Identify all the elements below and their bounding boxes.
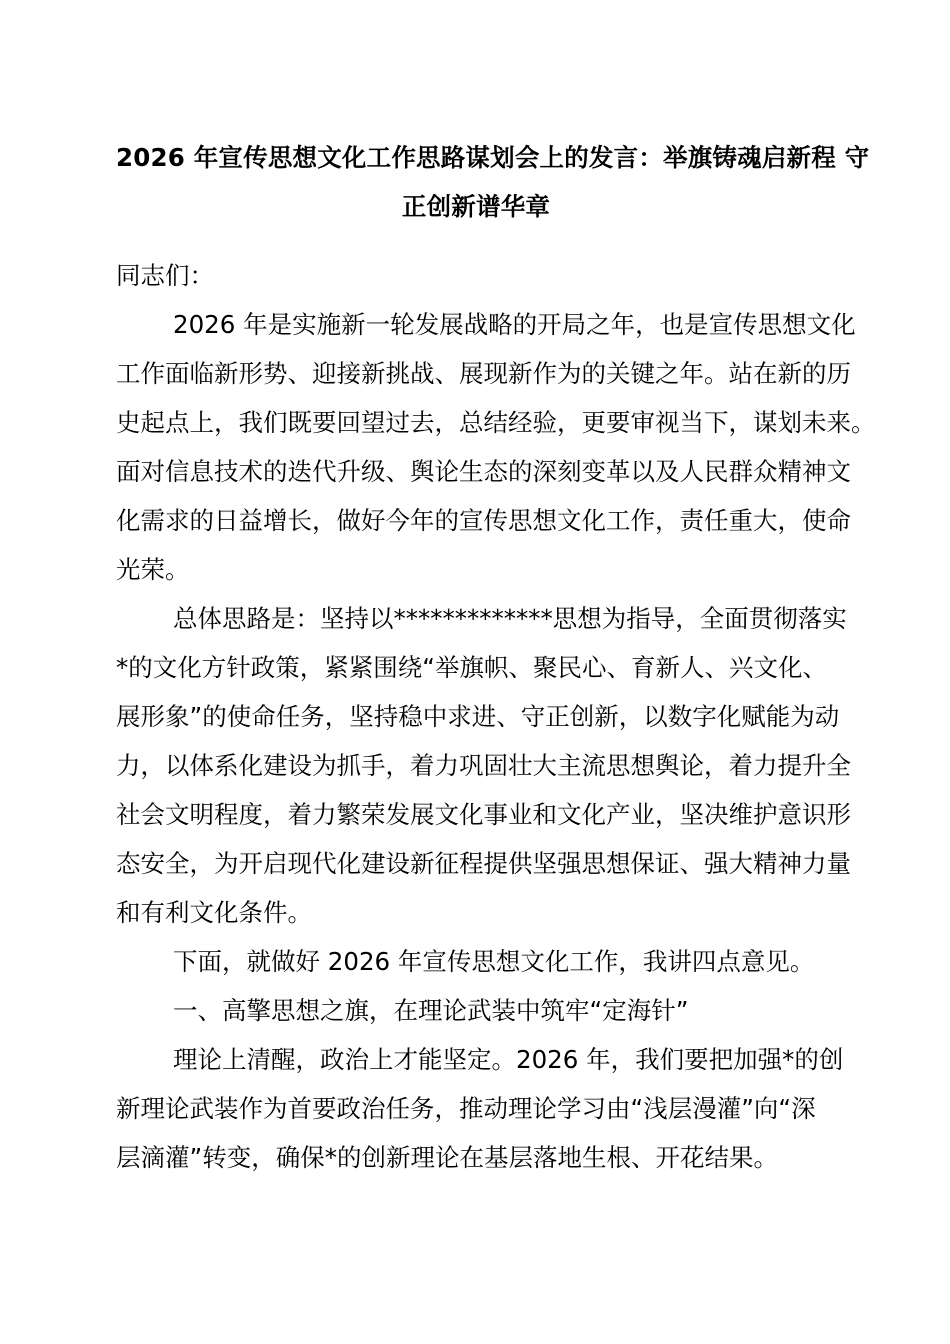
paragraph-line: 面对信息技术的迭代升级、舆论生态的深刻变革以及人民群众精神文 xyxy=(116,457,851,486)
paragraph-line: 理论上清醒，政治上才能坚定。2026 年，我们要把加强*的创 xyxy=(173,1045,844,1074)
paragraph-line: 新理论武装作为首要政治任务，推动理论学习由“浅层漫灌”向“深 xyxy=(116,1094,816,1123)
paragraph-line: 史起点上，我们既要回望过去，总结经验，更要审视当下，谋划未来。 xyxy=(116,408,876,437)
paragraph-line: 态安全，为开启现代化建设新征程提供坚强思想保证、强大精神力量 xyxy=(116,849,851,878)
paragraph-opening xyxy=(116,300,876,594)
document-body xyxy=(116,300,876,1182)
paragraph-line: 总体思路是：坚持以*************思想为指导，全面贯彻落实 xyxy=(173,604,847,633)
paragraph-line: 光荣。 xyxy=(116,555,190,584)
paragraph-line: 展形象”的使命任务，坚持稳中求进、守正创新，以数字化赋能为动 xyxy=(116,702,840,731)
document-title xyxy=(116,133,870,231)
paragraph-line: 力，以体系化建设为抓手，着力巩固壮大主流思想舆论，着力提升全 xyxy=(116,751,851,780)
paragraph-line: 层滴灌”转变，确保*的创新理论在基层落地生根、开花结果。 xyxy=(116,1143,778,1172)
paragraph-overall-approach xyxy=(116,594,851,937)
paragraph-line: *的文化方针政策，紧紧围绕“举旗帜、聚民心、育新人、兴文化、 xyxy=(116,653,827,682)
section-heading-1 xyxy=(116,986,846,1035)
section-heading-line: 一、高擎思想之旗，在理论武装中筑牢“定海针” xyxy=(173,996,689,1025)
title-line-2: 正创新谱华章 xyxy=(401,192,551,221)
paragraph-line: 社会文明程度，着力繁荣发展文化事业和文化产业，坚决维护意识形 xyxy=(116,800,851,829)
paragraph-transition xyxy=(116,937,846,986)
title-line-1: 2026 年宣传思想文化工作思路谋划会上的发言：举旗铸魂启新程 守 xyxy=(116,143,870,172)
paragraph-line: 工作面临新形势、迎接新挑战、展现新作为的关键之年。站在新的历 xyxy=(116,359,851,388)
paragraph-line: 和有利文化条件。 xyxy=(116,898,312,927)
salutation: 同志们： xyxy=(116,261,214,290)
paragraph-section-1 xyxy=(116,1035,846,1182)
paragraph-line: 下面，就做好 2026 年宣传思想文化工作，我讲四点意见。 xyxy=(173,947,815,976)
paragraph-line: 2026 年是实施新一轮发展战略的开局之年，也是宣传思想文化 xyxy=(173,310,856,339)
paragraph-line: 化需求的日益增长，做好今年的宣传思想文化工作，责任重大，使命 xyxy=(116,506,851,535)
